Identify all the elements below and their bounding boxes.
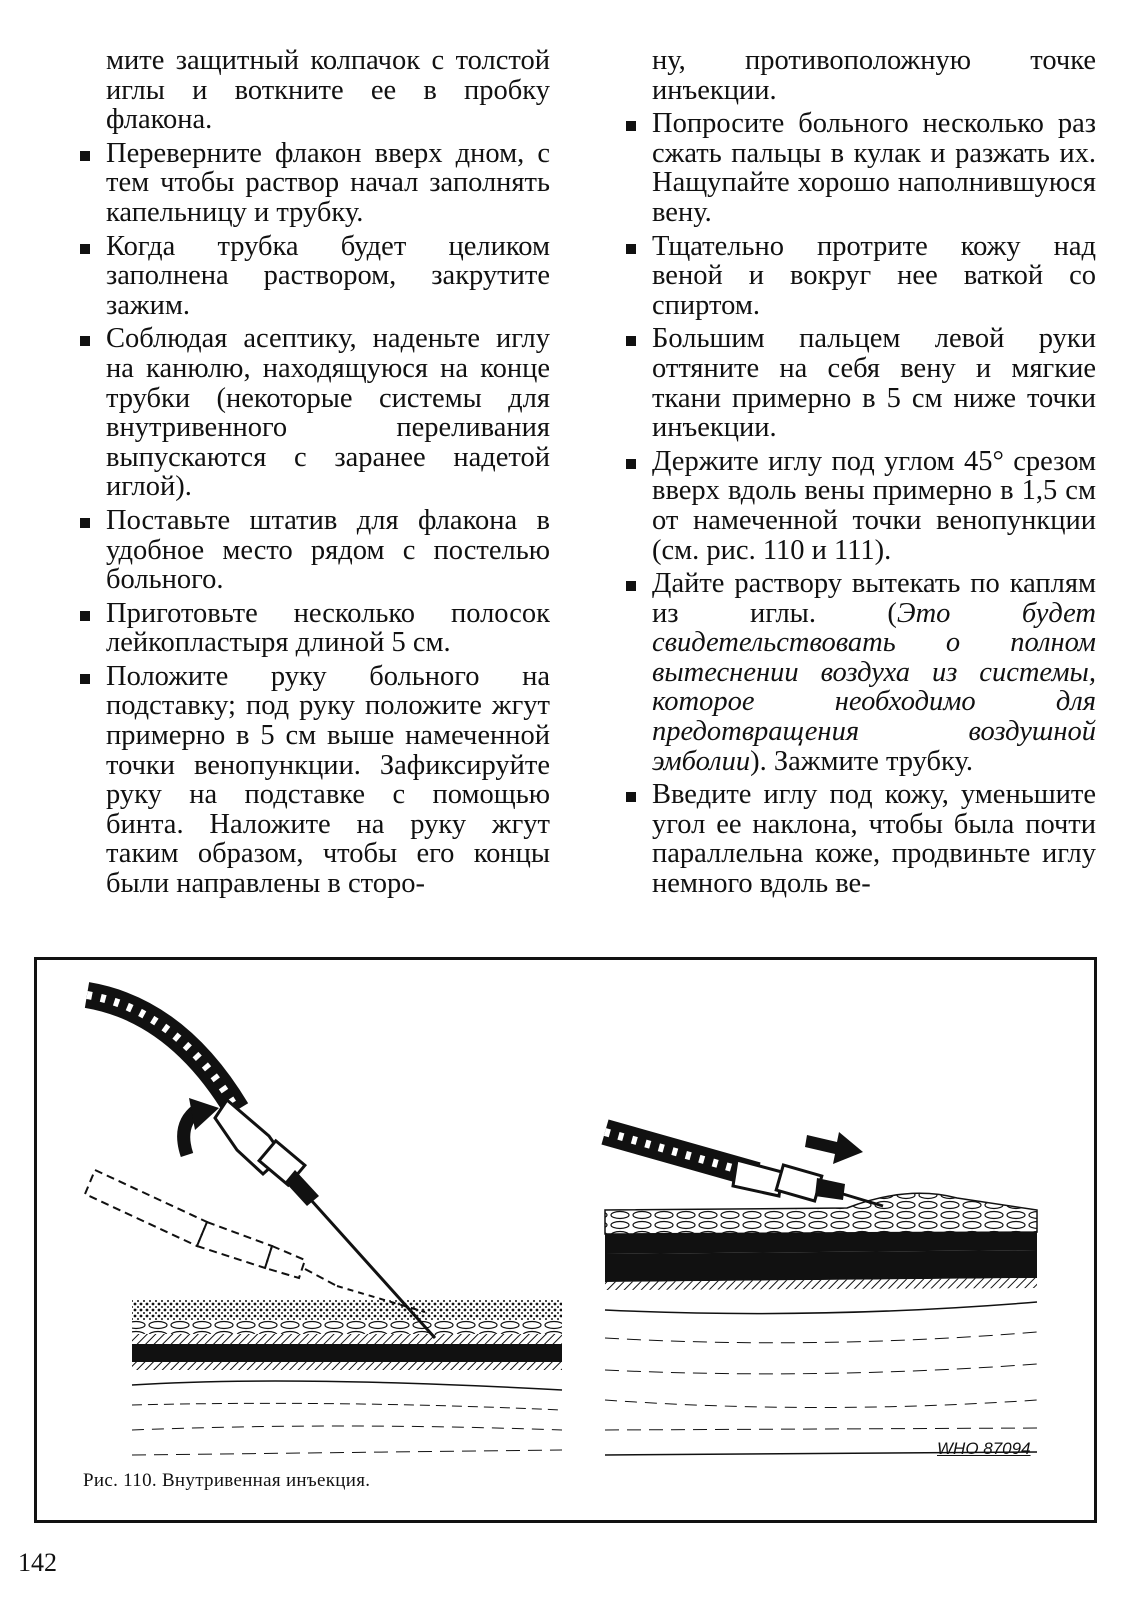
bullet-icon xyxy=(80,336,90,346)
bullet-icon xyxy=(80,611,90,621)
left-column xyxy=(76,46,550,903)
bullet-icon xyxy=(626,244,636,254)
right-item-3-text: Большим пальцем левой руки оттяните на себя вену и мягкие ткани примерно в 5 см ниже точки инъекции. xyxy=(652,323,1096,444)
right-item-1-text: Попросите больного несколько раз сжать пальцы в кулак и разжать их. Нащупайте хорошо наполнившуюся вену. xyxy=(652,108,1096,228)
skin-layer xyxy=(132,1300,562,1320)
vein-layer xyxy=(132,1344,562,1362)
left-item-6 xyxy=(76,662,550,899)
right-item-2-text: Тщательно протрите кожу над веной и вокруг нее ваткой со спиртом. xyxy=(652,230,1096,321)
injection-illustration xyxy=(37,960,1094,1520)
page-number: 142 xyxy=(18,1548,57,1577)
right-item-6 xyxy=(622,780,1096,898)
right-panel-drawing xyxy=(605,1132,1037,1455)
left-panel-drawing xyxy=(85,995,562,1455)
bullet-icon xyxy=(626,792,636,802)
advance-arrow-icon xyxy=(805,1132,863,1164)
right-item-4-text: Держите иглу под углом 45° срезом вверх вдоль вены примерно в 1,5 см от намеченной точки венопункции (см. рис. 110 и 111). xyxy=(652,445,1096,566)
left-item-5 xyxy=(76,599,550,658)
figure-code: WHO 87094 xyxy=(937,1439,1031,1458)
right-item-5-italic-text: Это будет свидетельствовать о полном вытеснении воздуха из системы, которое необходимо для предотвращения воздушной эмболии xyxy=(652,597,1096,777)
vein-wall-top xyxy=(132,1334,562,1344)
right-item-4 xyxy=(622,447,1096,565)
left-continuation-text: мите защитный колпачок с толстой иглы и воткните ее в пробку флакона. xyxy=(106,45,550,136)
right-item-5-text-end: ). Зажмите трубку. xyxy=(750,745,974,777)
bullet-icon xyxy=(626,336,636,346)
left-item-1 xyxy=(76,139,550,228)
bullet-icon xyxy=(80,674,90,684)
bullet-icon xyxy=(80,151,90,161)
vein-wall-bottom xyxy=(132,1362,562,1370)
right-item-1 xyxy=(622,109,1096,227)
left-item-2-text: Когда трубка будет целиком заполнена раствором, закрутите зажим. xyxy=(106,230,550,321)
fat-layer xyxy=(132,1320,562,1334)
left-item-4-text: Поставьте штатив для флакона в удобное место рядом с постелью больного. xyxy=(106,504,550,596)
left-item-3 xyxy=(76,324,550,502)
left-item-3-text: Соблюдая асептику, наденьте иглу на канюлю, находящуюся на конце трубки (некоторые системы для внутривенного переливания выпускаются с заранее надетой иглой). xyxy=(106,323,550,503)
right-item-2 xyxy=(622,232,1096,321)
bullet-icon xyxy=(80,244,90,254)
figure-110 xyxy=(34,957,1097,1523)
bullet-icon xyxy=(626,121,636,131)
right-column xyxy=(622,46,1096,903)
left-item-4 xyxy=(76,506,550,595)
left-item-2 xyxy=(76,232,550,321)
right-continuation-text: ну, противоположную точке инъекции. xyxy=(652,45,1096,106)
right-item-3 xyxy=(622,324,1096,442)
figure-caption: Рис. 110. Внутривенная инъекция. xyxy=(83,1470,371,1491)
bullet-icon xyxy=(80,518,90,528)
left-item-6-text: Положите руку больного на подставку; под руку положите жгут примерно в 5 см выше намеченной точки венопункции. Зафиксируйте руку на подставке с помощью бинта. Наложите на руку жгут таким образом, чтобы его концы были направлены в сторо- xyxy=(106,660,550,900)
right-item-5 xyxy=(622,569,1096,776)
left-item-1-text: Переверните флакон вверх дном, с тем чтобы раствор начал заполнять капельницу и трубку. xyxy=(106,137,550,228)
bullet-icon xyxy=(626,459,636,469)
bullet-icon xyxy=(626,581,636,591)
left-item-5-text: Приготовьте несколько полосок лейкопластыря длиной 5 см. xyxy=(106,597,550,659)
right-item-6-text: Введите иглу под кожу, уменьшите угол ее наклона, чтобы была почти параллельна коже, продвиньте иглу немного вдоль ве- xyxy=(652,779,1096,900)
right-item-5-text: Дайте раствору вытекать по каплям из иглы. ( xyxy=(652,568,1096,629)
